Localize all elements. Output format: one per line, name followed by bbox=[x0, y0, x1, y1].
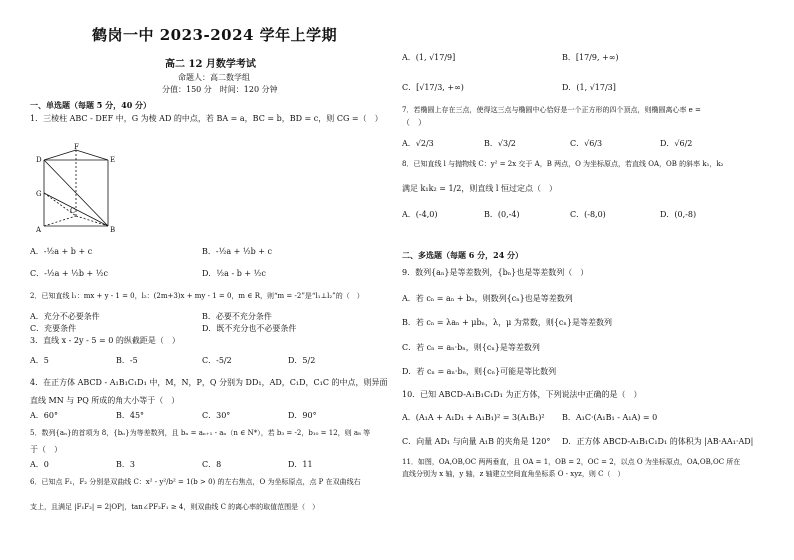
q7-option-d[interactable]: D．√6/2 bbox=[660, 139, 693, 148]
q2-option-b[interactable]: B．必要不充分条件 bbox=[202, 312, 272, 321]
figure-label-b: B bbox=[110, 226, 116, 234]
q8-option-a[interactable]: A．(-4,0) bbox=[402, 210, 438, 219]
question-4-stem-cont: 直线 MN 与 PQ 所成的角大小等于（ ） bbox=[30, 396, 180, 405]
exam-title: 鹤岗一中 2023-2024 学年上学期 bbox=[92, 26, 338, 44]
q10-option-c[interactable]: C．向量 AD₁ 与向量 A₁B 的夹角是 120° bbox=[402, 437, 551, 446]
q3-option-b[interactable]: B．-5 bbox=[116, 356, 138, 365]
q7-option-b[interactable]: B．√3/2 bbox=[484, 139, 516, 148]
q5-option-a[interactable]: A．0 bbox=[30, 460, 49, 469]
q4-option-c[interactable]: C．30° bbox=[202, 411, 231, 420]
q9-option-d[interactable]: D．若 cₙ = aₙ·bₙ，则{cₙ}可能是等比数列 bbox=[402, 367, 557, 376]
question-5-stem: 5．数列{aₙ}的首项为 8，{bₙ}为等差数列，且 bₙ = aₙ₊₁ - aₙ（n ∈ N*），若 b₃ = -2，b₁₀ = 12，则 a₈ 等 bbox=[30, 429, 371, 437]
question-4-stem: 4．在正方体 ABCD - A₁B₁C₁D₁ 中，M，N，P，Q 分别为 DD₁，AD，C₁D，C₁C 的中点，则异面 bbox=[30, 378, 388, 387]
question-9-stem: 9．数列{aₙ}是等差数列，{bₙ}也是等差数列（ ） bbox=[402, 268, 589, 277]
question-10-stem: 10．已知 ABCD-A₁B₁C₁D₁ 为正方体，下列说法中正确的是（ ） bbox=[402, 390, 642, 399]
q3-option-c[interactable]: C．-5/2 bbox=[202, 356, 232, 365]
q10-option-d[interactable]: D．正方体 ABCD-A₁B₁C₁D₁ 的体积为 |AB·AA₁·AD| bbox=[562, 437, 754, 446]
q1-option-c[interactable]: C．-½a + ½b + ½c bbox=[30, 269, 109, 278]
figure-label-f: F bbox=[74, 143, 79, 151]
q1-option-b[interactable]: B．-½a + ½b + c bbox=[202, 247, 273, 256]
q7-option-a[interactable]: A．√2/3 bbox=[402, 139, 434, 148]
section-heading: 一、单选题（每题 5 分，40 分） bbox=[30, 100, 152, 110]
figure-label-a: A bbox=[36, 226, 42, 234]
right-column bbox=[402, 0, 772, 560]
q2-option-d[interactable]: D．既不充分也不必要条件 bbox=[202, 324, 297, 333]
q8-option-c[interactable]: C．(-8,0) bbox=[570, 210, 606, 219]
question-5-stem-cont: 于（ ） bbox=[30, 445, 62, 454]
question-8-stem: 8．已知直线 l 与抛物线 C：y² = 2x 交于 A，B 两点，O 为坐标原点，若直线 OA，OB 的斜率 k₁，k₂ bbox=[402, 160, 724, 168]
q4-option-b[interactable]: B．45° bbox=[116, 411, 145, 420]
question-11-stem: 11．如图，OA,OB,OC 两两垂直，且 OA = 1，OB = 2，OC = 2，以点 O 为坐标原点，OA,OB,OC 所在 bbox=[402, 458, 741, 466]
q7-option-c[interactable]: C．√6/3 bbox=[570, 139, 603, 148]
q5-option-c[interactable]: C．8 bbox=[202, 460, 222, 469]
q5-option-d[interactable]: D．11 bbox=[288, 460, 313, 469]
q9-option-c[interactable]: C．若 cₙ = aₙ·bₙ，则{cₙ}是等差数列 bbox=[402, 343, 540, 352]
question-2-stem: 2．已知直线 l₁：mx + y - 1 = 0，l₂：(2m+3)x + my - 1 = 0，m ∈ R，则“m = -2”是“l₁⊥l₂”的（ ） bbox=[30, 292, 364, 300]
q3-option-a[interactable]: A．5 bbox=[30, 356, 49, 365]
q8-option-b[interactable]: B．(0,-4) bbox=[484, 210, 520, 219]
q6-option-b[interactable]: B．[17/9, +∞) bbox=[562, 53, 619, 62]
question-1-stem: 1．三棱柱 ABC - DEF 中，G 为棱 AD 的中点，若 BA = a，BC = b，BD = c，则 CG =（ ） bbox=[30, 114, 383, 123]
q10-option-a[interactable]: A．(A₁A + A₁D₁ + A₁B₁)² = 3(A₁B₁)² bbox=[402, 413, 545, 422]
exam-score-time: 分值：150 分 时间：120 分钟 bbox=[162, 85, 278, 94]
left-column bbox=[30, 0, 388, 560]
section-heading-2: 二、多选题（每题 6 分，24 分） bbox=[402, 250, 524, 260]
q9-option-a[interactable]: A．若 cₙ = aₙ + bₙ，则数列{cₙ}也是等差数列 bbox=[402, 294, 573, 303]
question-7-stem-cont: （ ） bbox=[402, 118, 426, 127]
q2-option-c[interactable]: C．充要条件 bbox=[30, 324, 77, 333]
question-11-stem-cont: 直线分别为 x 轴，y 轴，z 轴建立空间直角坐标系 O - xyz，则 C（ ） bbox=[402, 470, 625, 478]
q6-option-d[interactable]: D．(1, √17/3] bbox=[562, 83, 616, 92]
q6-option-c[interactable]: C．[√17/3, +∞) bbox=[402, 83, 464, 92]
figure-label-g: G bbox=[36, 190, 42, 198]
question-7-stem: 7．若椭圆上存在三点，使得这三点与椭圆中心恰好是一个正方形的四个顶点，则椭圆离心率 e = bbox=[402, 106, 701, 114]
question-6-stem: 6．已知点 F₁，F₂ 分别是双曲线 C：x² - y²/b² = 1(b > 0) 的左右焦点，O 为坐标原点，点 P 在双曲线右 bbox=[30, 478, 361, 486]
q10-option-b[interactable]: B．A₁C·(A₁B₁ - A₁A) = 0 bbox=[562, 413, 658, 422]
exam-subtitle: 高二 12 月数学考试 bbox=[165, 59, 256, 70]
q8-option-d[interactable]: D．(0,-8) bbox=[660, 210, 697, 219]
q5-option-b[interactable]: B．3 bbox=[116, 460, 135, 469]
figure-label-e: E bbox=[110, 156, 116, 164]
q3-option-d[interactable]: D．5/2 bbox=[288, 356, 316, 365]
exam-author: 命题人：高二数学组 bbox=[178, 73, 250, 82]
question-3-stem: 3．直线 x - 2y - 5 = 0 的纵截距是（ ） bbox=[30, 336, 180, 345]
q4-option-d[interactable]: D．90° bbox=[288, 411, 317, 420]
q6-option-a[interactable]: A．(1, √17/9] bbox=[402, 53, 456, 62]
q9-option-b[interactable]: B．若 cₙ = λaₙ + μbₙ，λ，μ 为常数，则{cₙ}是等差数列 bbox=[402, 318, 612, 327]
q1-option-a[interactable]: A．-½a + b + c bbox=[30, 247, 93, 256]
figure-label-c: C bbox=[70, 207, 76, 215]
q2-option-a[interactable]: A．充分不必要条件 bbox=[30, 312, 100, 321]
q4-option-a[interactable]: A．60° bbox=[30, 411, 58, 420]
q1-option-d[interactable]: D．½a - b + ½c bbox=[202, 269, 266, 278]
question-8-stem-cont: 满足 k₁k₂ = 1/2，则直线 l 恒过定点（ ） bbox=[402, 184, 557, 193]
question-6-stem-cont: 支上，且满足 |F₁F₂| = 2|OP|，tan∠PF₂F₁ ≥ 4，则双曲线 C 的离心率的取值范围是（ ） bbox=[30, 503, 320, 511]
figure-label-d: D bbox=[36, 156, 42, 164]
